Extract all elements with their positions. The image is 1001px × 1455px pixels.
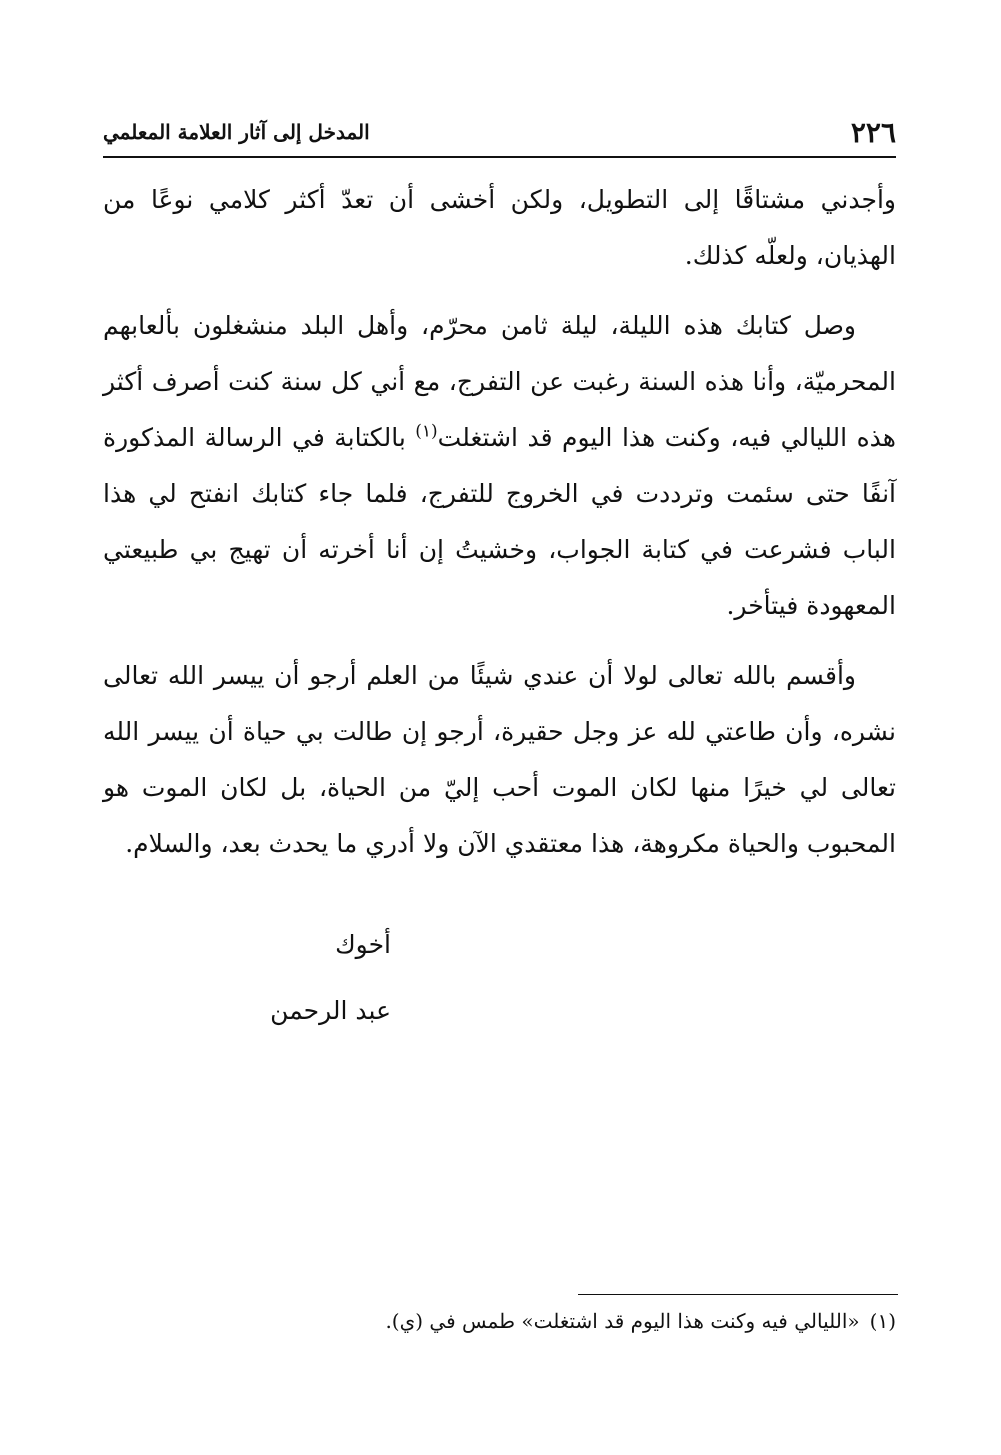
footnote-item bbox=[103, 1305, 896, 1337]
running-header bbox=[103, 112, 896, 152]
page-number: ٢٢٦ bbox=[850, 115, 896, 149]
footnote-rule bbox=[578, 1294, 898, 1295]
footnote-text: «الليالي فيه وكنت هذا اليوم قد اشتغلت» طمس في (ي). bbox=[385, 1309, 860, 1333]
paragraph-1: وأجدني مشتاقًا إلى التطويل، ولكن أخشى أن تعدّ أكثر كلامي نوعًا من الهذيان، ولعلّه كذلك. bbox=[103, 185, 896, 270]
body-text bbox=[103, 172, 896, 886]
header-rule bbox=[103, 156, 896, 158]
footnote-marker[interactable]: (١) bbox=[415, 421, 438, 442]
signature-closing: أخوك bbox=[335, 930, 391, 959]
running-title: المدخل إلى آثار العلامة المعلمي bbox=[103, 120, 370, 144]
paragraph-2-text-before: وصل كتابك هذه الليلة، ليلة ثامن محرّم، وأهل البلد منشغلون بألعابهم المحرميّة، وأنا هذه السنة رغبت عن التفرج، مع أني كل سنة كنت أصرف أكثر هذه الليالي فيه، وكنت هذا اليوم قد اشتغلت bbox=[103, 311, 896, 452]
signature-name: عبد الرحمن bbox=[270, 996, 391, 1025]
footnote-number: (١) bbox=[869, 1309, 896, 1333]
signature-block bbox=[270, 912, 391, 1044]
footnotes bbox=[103, 1305, 896, 1337]
paragraph-3: وأقسم بالله تعالى لولا أن عندي شيئًا من العلم أرجو أن ييسر الله تعالى نشره، وأن طاعتي لله عز وجل حقيرة، أرجو إن طالت بي حياة أن ييسر الله تعالى لي خيرًا منها لكان الموت أحب إليّ من الحياة، بل لكان الموت هو المحبوب والحياة مكروهة، هذا معتقدي الآن ولا أدري ما يحدث بعد، والسلام. bbox=[103, 661, 896, 858]
paragraph-2 bbox=[103, 298, 896, 634]
paragraph-2-text-after: بالكتابة في الرسالة المذكورة آنفًا حتى سئمت وترددت في الخروج للتفرج، فلما جاء كتابك انفتح لي هذا الباب فشرعت في كتابة الجواب، وخشيتُ إن أنا أخرته أن تهيج بي طبيعتي المعهودة فيتأخر. bbox=[103, 423, 896, 620]
